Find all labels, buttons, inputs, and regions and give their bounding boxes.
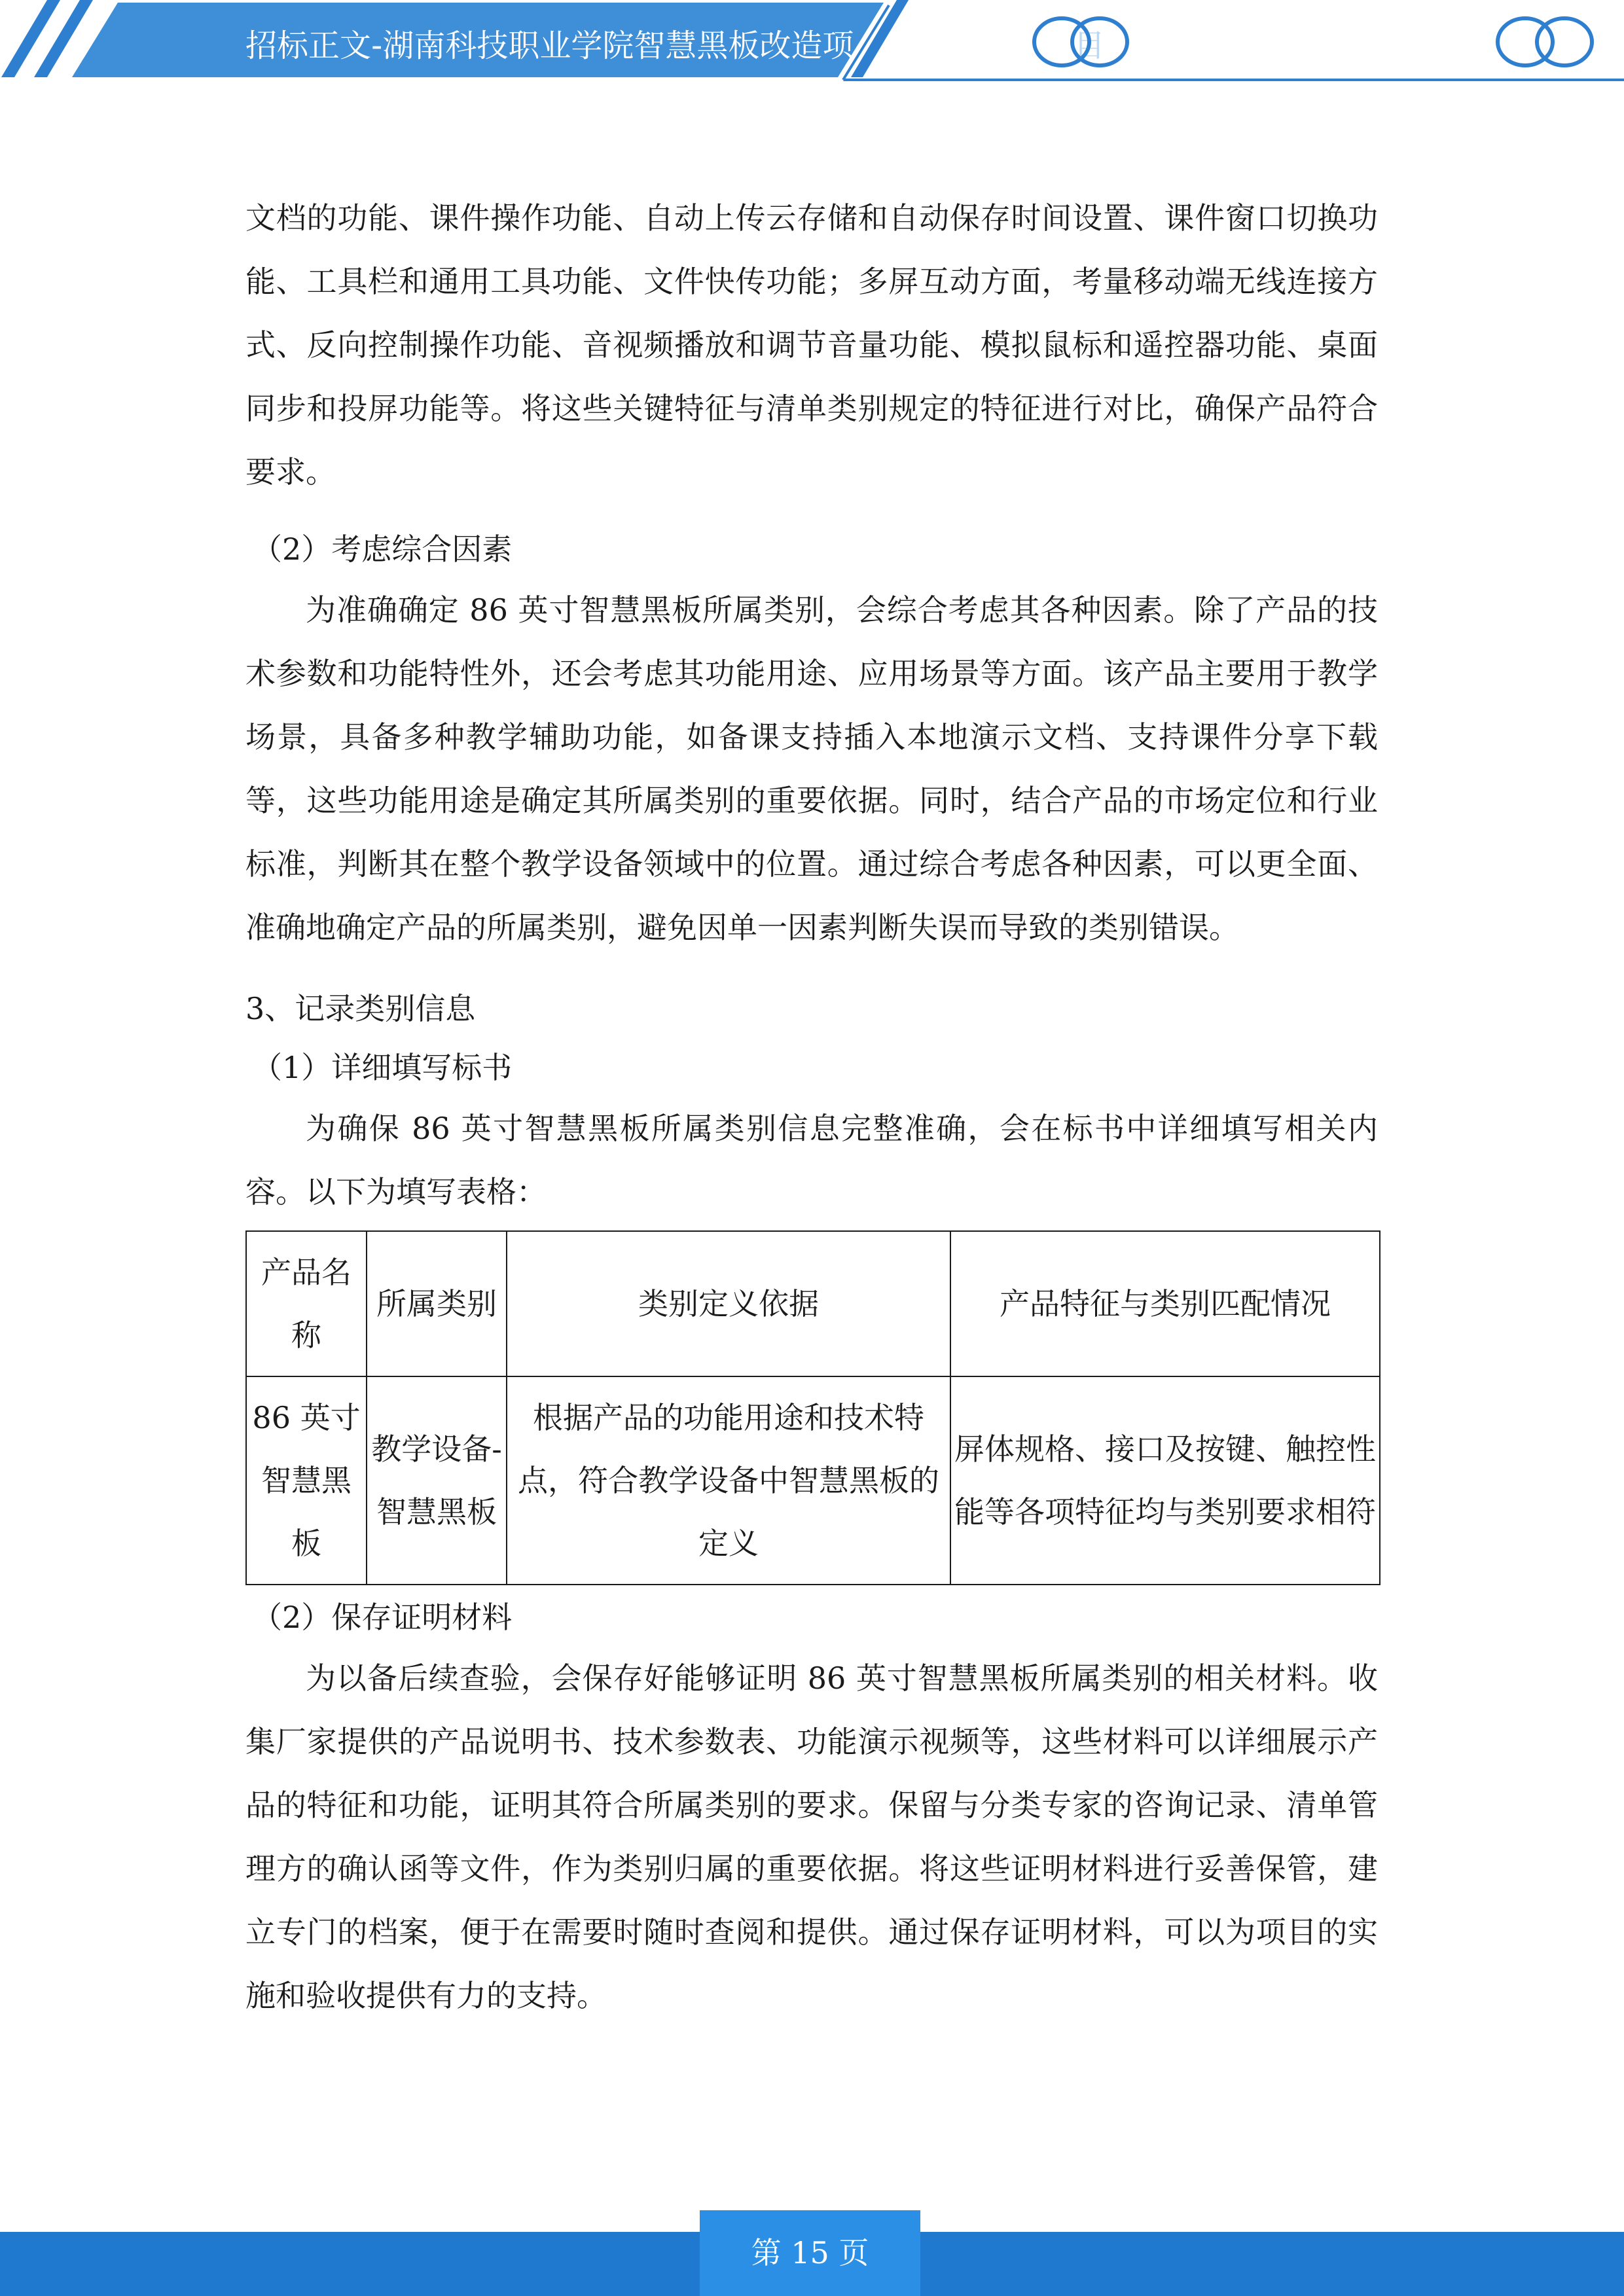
heading-fill-tender: （1）详细填写标书 — [252, 1050, 513, 1085]
paragraph-features: 文档的功能、课件操作功能、自动上传云存储和自动保存时间设置、课件窗口切换功能、工具栏和通用工具功能、文件快传功能；多屏互动方面，考量移动端无线连接方式、反向控制操作功能、音视频播放和调节音量功能、模拟鼠标和遥控器功能、桌面同步和投屏功能等。将这些关键特征与清单类别规定的特征进行对比，确保产品符合要求。 — [245, 200, 1378, 490]
table-header-cell: 所属类别 — [367, 1231, 507, 1376]
header-title: 招标正文-湖南科技职业学院智慧黑板改造项 — [245, 27, 854, 64]
heading-save-evidence: （2）保存证明材料 — [252, 1600, 513, 1635]
table-cell: 根据产品的功能用途和技术特点，符合教学设备中智慧黑板的定义 — [507, 1376, 950, 1585]
heading-record-category: 3、记录类别信息 — [245, 991, 476, 1026]
table-cell: 86 英寸智慧黑板 — [246, 1376, 367, 1585]
heading-consider-factors: （2）考虑综合因素 — [252, 531, 513, 567]
header-title-faint: 目 — [1074, 27, 1106, 64]
table-header-row — [246, 1231, 1380, 1376]
page-number: 第 15 页 — [751, 2235, 869, 2270]
header-rule — [843, 79, 1624, 81]
table-header-cell: 产品特征与类别匹配情况 — [950, 1231, 1380, 1376]
paragraph-save-evidence: 为以备后续查验，会保存好能够证明 86 英寸智慧黑板所属类别的相关材料。收集厂家提供的产品说明书、技术参数表、功能演示视频等，这些材料可以详细展示产品的特征和功能，证明其符合所属类别的要求。保留与分类专家的咨询记录、清单管理方的确认函等文件，作为类别归属的重要依据。将这些证明材料进行妥善保管，建立专门的档案，便于在需要时随时查阅和提供。通过保存证明材料，可以为项目的实施和验收提供有力的支持。 — [245, 1660, 1378, 2013]
paragraph-fill-tender: 为确保 86 英寸智慧黑板所属类别信息完整准确，会在标书中详细填写相关内容。以下为填写表格： — [245, 1111, 1378, 1210]
paragraph-consider-factors: 为准确确定 86 英寸智慧黑板所属类别，会综合考虑其各种因素。除了产品的技术参数和功能特性外，还会考虑其功能用途、应用场景等方面。该产品主要用于教学场景，具备多种教学辅助功能，如备课支持插入本地演示文档、支持课件分享下载等，这些功能用途是确定其所属类别的重要依据。同时，结合产品的市场定位和行业标准，判断其在整个教学设备领域中的位置。通过综合考虑各种因素，可以更全面、准确地确定产品的所属类别，避免因单一因素判断失误而导致的类别错误。 — [245, 592, 1378, 945]
table-row — [246, 1376, 1380, 1585]
table-header-cell: 类别定义依据 — [507, 1231, 950, 1376]
logo-rings-icon-right — [1498, 18, 1592, 65]
table-cell: 屏体规格、接口及按键、触控性能等各项特征均与类别要求相符 — [950, 1376, 1380, 1585]
table-header-cell: 产品名称 — [246, 1231, 367, 1376]
document-body — [245, 187, 1378, 2028]
page-header — [0, 0, 1624, 85]
category-table — [245, 1230, 1380, 1585]
table-cell: 教学设备-智慧黑板 — [367, 1376, 507, 1585]
